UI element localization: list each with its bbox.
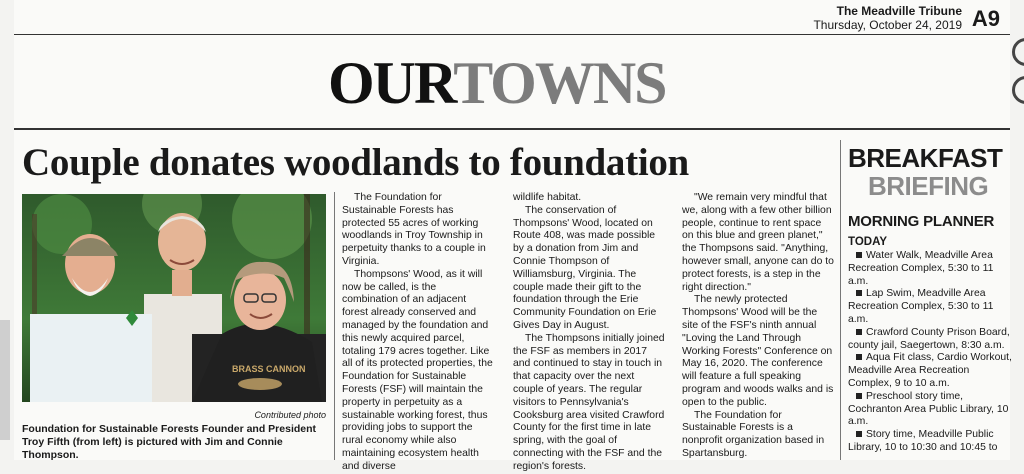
article-column-3 [682, 192, 834, 461]
event-item [848, 429, 1012, 455]
section-rule [14, 128, 1010, 130]
morning-planner-title: MORNING PLANNER [848, 213, 995, 230]
page-number: A9 [971, 6, 1000, 31]
photo-caption: Foundation for Sustainable Forests Founder and President Troy Fifth (from left) is pictured with Jim and Connie Thompson. [22, 423, 317, 461]
bullet-icon [856, 290, 862, 296]
photo-shirt-text: BRASS CANNON [232, 364, 306, 374]
article-column-1 [342, 192, 494, 474]
bullet-icon [856, 354, 862, 360]
section-title-part2: TOWNS [453, 50, 666, 116]
paragraph: "We remain very mindful that we, along with a few other billion people, continue to rent space on this blue and green planet," the Thompsons said. "Anything, however small, anyone can do to protect forests, is a step in the right direction." [682, 192, 834, 293]
circle-icon [1012, 76, 1024, 104]
page-header [813, 4, 962, 32]
paragraph: The Foundation for Sustainable Forests has protected 55 acres of working woodlands in Troy Township in perpetuity thanks to a couple in Virginia. [342, 192, 486, 267]
paragraph: Thompsons' Wood, as it will now be called, is the combination of an adjacent forest already conserved and managed by the foundation and this newly acquired parcel, totaling 179 acres together. Like all of its protected properties, the Foundation for Sustainable Forests (FSF) will maintain the property in perpetuity as a sustainable working forest, thus providing jobs to support the rural economy while also maintaining ecosystem health and diverse [342, 268, 493, 472]
sidebar-rule [840, 140, 841, 460]
event-text: Crawford County Prison Board, county jail, Saegertown, 8:30 a.m. [848, 326, 1010, 351]
event-item [848, 391, 1012, 429]
breakfast-briefing-title [848, 144, 1008, 200]
article-headline: Couple donates woodlands to foundation [22, 141, 689, 184]
header-rule [14, 34, 1010, 35]
column-rule [334, 192, 335, 460]
paragraph: The conservation of Thompsons' Wood, located on Route 408, was made possible by a donation from Jim and Connie Thompson of Williamsburg, Virginia. The couple made their gift to the foundation through the Erie Community Foundation on Erie Gives Day in August. [513, 204, 657, 331]
today-label: TODAY [848, 236, 887, 248]
event-text: Aqua Fit class, Cardio Workout, Meadville Area Recreation Complex, 9 to 10 a.m. [848, 352, 1012, 389]
briefing-title-line1: BREAKFAST [848, 143, 1003, 173]
event-item [848, 250, 1012, 288]
bullet-icon [856, 393, 862, 399]
article-photo [22, 194, 326, 402]
page-edge-shadow [0, 320, 10, 440]
paragraph: The newly protected Thompsons' Wood will be the site of the FSF's ninth annual "Loving the Land Through Working Forests" Conference on May 16, 2020. The conference will feature a full speaking program and woods walks and is open to the public. [682, 294, 834, 408]
paragraph: wildlife habitat. [513, 192, 582, 203]
event-text: Lap Swim, Meadville Area Recreation Complex, 5:30 to 11 a.m. [848, 288, 994, 325]
issue-date: Thursday, October 24, 2019 [813, 18, 962, 32]
event-item [848, 352, 1012, 390]
circle-icon [1012, 38, 1024, 66]
event-item [848, 288, 1012, 326]
section-title [328, 48, 666, 118]
photo-credit: Contributed photo [254, 410, 326, 420]
event-text: Water Walk, Meadville Area Recreation Complex, 5:30 to 11 a.m. [848, 250, 994, 287]
event-item [848, 327, 1012, 353]
event-text: Preschool story time, Cochranton Area Public Library, 10 a.m. [848, 390, 1009, 428]
event-list [848, 250, 1012, 455]
bullet-icon [856, 329, 862, 335]
newspaper-page [14, 0, 1012, 472]
event-text: Story time, Meadville Public Library, 10 to 10:30 and 10:45 to [848, 429, 998, 453]
paragraph: The Thompsons initially joined the FSF as members in 2017 and continued to stay in touch in that capacity over the next couple of years. The regular visitors to Pennsylvania's Cooksburg area visited Crawford County for the first time in late spring, with the goal of connecting with the FSF and the region's forests. [513, 332, 665, 472]
bullet-icon [856, 431, 862, 437]
paragraph: The Foundation for Sustainable Forests is a nonprofit organization based in Spartansburg. [682, 409, 825, 459]
article-column-2 [513, 192, 665, 474]
bullet-icon [856, 252, 862, 258]
section-title-part1: OUR [328, 50, 454, 116]
paper-name: The Meadville Tribune [836, 4, 962, 18]
briefing-title-line2: BRIEFING [868, 171, 989, 201]
